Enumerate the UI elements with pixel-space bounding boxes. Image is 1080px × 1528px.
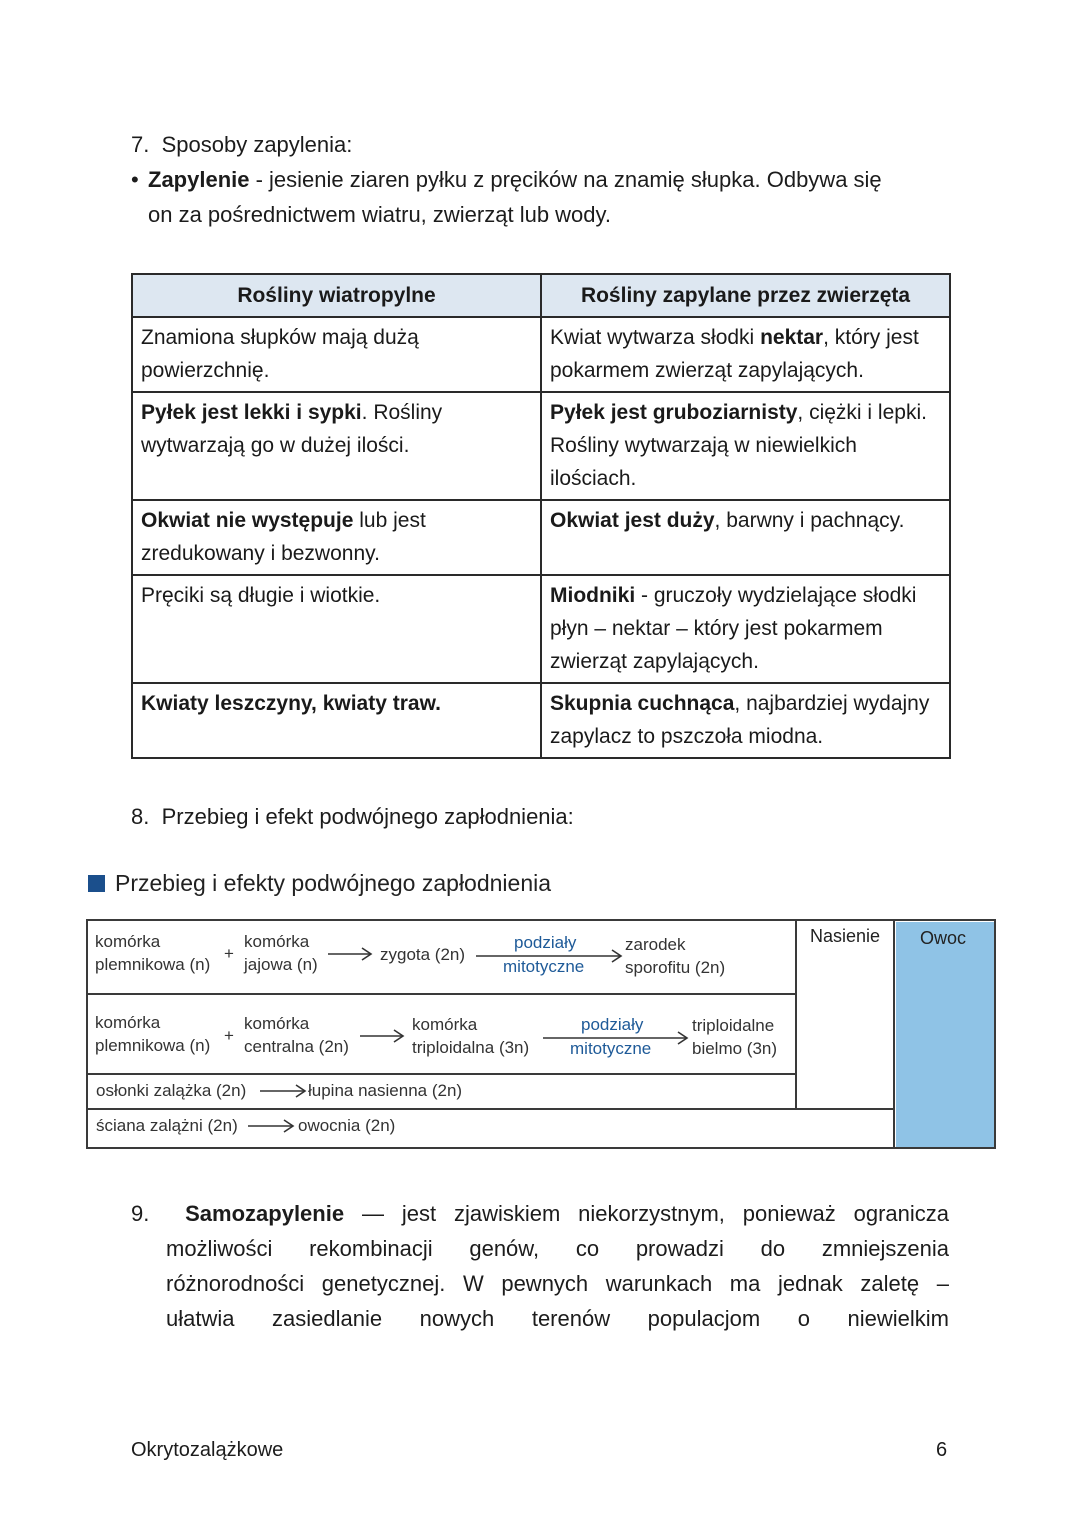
label-mitosis-top: podziały <box>581 1015 644 1034</box>
plus-icon: + <box>224 944 234 963</box>
cell-bold: Kwiaty leszczyny, kwiaty traw. <box>141 692 441 715</box>
cell-wind <box>132 392 541 500</box>
header-animal: Rośliny zapylane przez zwierzęta <box>541 274 950 317</box>
label-line: zarodek <box>625 935 686 954</box>
cell-bold: Pyłek jest gruboziarnisty <box>550 401 798 424</box>
cell-animal <box>541 683 950 758</box>
cell-text: , ciężki i lepki. Rośliny wytwarzają w niewielkich ilościach. <box>550 401 927 490</box>
header-wind: Rośliny wiatropylne <box>132 274 541 317</box>
label-line: plemnikowa (n) <box>95 1036 211 1055</box>
cell-bold: Skupnia cuchnąca <box>550 692 735 715</box>
label-zygote: zygota (2n) <box>380 945 466 964</box>
footer-chapter: Okrytozalążkowe <box>131 1439 284 1461</box>
label-line: triploidalna (3n) <box>412 1038 530 1057</box>
section-number: 7. <box>131 132 150 157</box>
label-integuments: osłonki zalążka (2n) <box>96 1081 247 1100</box>
cell-wind: Pręciki są długie i wiotkie. <box>132 575 541 683</box>
cell-animal <box>541 500 950 575</box>
label-pericarp: owocnia (2n) <box>298 1116 396 1135</box>
label-line: sporofitu (2n) <box>625 958 726 977</box>
label-mitosis-top: podziały <box>514 933 577 952</box>
label-line: bielmo (3n) <box>692 1039 778 1058</box>
bullet-icon: • <box>131 167 139 192</box>
cell-wind <box>132 500 541 575</box>
table-row <box>132 392 950 500</box>
label-line: komórka <box>244 1014 310 1033</box>
label-sperm-cell <box>95 1011 210 1057</box>
table-row <box>132 683 950 758</box>
section-number: 8. <box>131 804 150 829</box>
definition-text: - jesienie ziaren pyłku z pręcików na znamię słupka. Odbywa się <box>249 167 882 192</box>
section-number: 9. <box>131 1201 150 1226</box>
label-line: komórka <box>244 932 310 951</box>
table-row <box>132 317 950 392</box>
page-number: 6 <box>936 1439 948 1461</box>
section-7-heading <box>131 127 352 162</box>
label-line: triploidalne <box>692 1016 775 1035</box>
label-triploid-cell <box>412 1013 529 1059</box>
paragraph-line: ułatwia zasiedlanie nowych terenów populacjom o niewielkim <box>166 1306 949 1331</box>
paragraph-line: różnorodności genetycznej. W pewnych warunkach ma jednak zaletę – <box>166 1271 949 1296</box>
cell-animal <box>541 575 950 683</box>
label-line: plemnikowa (n) <box>95 955 211 974</box>
label-line: jajowa (n) <box>244 955 318 974</box>
section-9-paragraph <box>131 1196 949 1336</box>
table-row <box>132 500 950 575</box>
paragraph-line: możliwości rekombinacji genów, co prowadzi do zmniejszenia <box>166 1236 949 1261</box>
cell-text: , który jest pokarmem zwierząt zapylających. <box>550 326 919 382</box>
label-line: komórka <box>412 1015 478 1034</box>
term-zapylenie: Zapylenie <box>148 167 250 192</box>
cell-text: lub jest zredukowany i bezwonny. <box>141 509 426 565</box>
table-row <box>132 575 950 683</box>
term-samozapylenie: Samozapylenie <box>185 1201 345 1226</box>
cell-text: - gruczoły wydzielające słodki płyn – nektar – który jest pokarmem zwierząt zapylających. <box>550 584 917 673</box>
cell-animal <box>541 317 950 392</box>
label-endosperm <box>692 1014 777 1060</box>
diagram-lines <box>80 866 998 1156</box>
paragraph-text: — jest zjawiskiem niekorzystnym, ponieważ ogranicza <box>344 1201 949 1226</box>
paragraph-line <box>131 1196 949 1231</box>
cell-bold: Okwiat jest duży <box>550 509 715 532</box>
double-fertilization-diagram <box>80 866 998 1156</box>
label-egg-cell <box>244 930 318 976</box>
bullet-continuation: on za pośrednictwem wiatru, zwierząt lub wody. <box>148 202 612 227</box>
section-title: Przebieg i efekt podwójnego zapłodnienia: <box>161 804 574 829</box>
cell-bold: Pyłek jest lekki i sypki <box>141 401 362 424</box>
label-seed-coat: łupina nasienna (2n) <box>308 1081 463 1100</box>
label-mitosis-bottom: mitotyczne <box>570 1039 652 1058</box>
label-line: komórka <box>95 1013 161 1032</box>
cell-animal <box>541 392 950 500</box>
cell-text: Kwiat wytwarza słodki <box>550 326 761 349</box>
label-line: komórka <box>95 932 161 951</box>
section-8-heading <box>131 799 574 834</box>
cell-wind <box>132 683 541 758</box>
plus-icon: + <box>224 1026 234 1045</box>
cell-bold: Okwiat nie występuje <box>141 509 354 532</box>
diagram-title-text: Przebieg i efekty podwójnego zapłodnienia <box>115 870 552 896</box>
pollination-table <box>131 273 951 759</box>
label-sperm-cell <box>95 930 210 976</box>
bullet-text <box>148 162 882 197</box>
label-mitosis-bottom: mitotyczne <box>503 957 585 976</box>
cell-bold: Miodniki <box>550 584 636 607</box>
section-title: Sposoby zapylenia: <box>161 132 353 157</box>
label-central-cell <box>244 1012 349 1058</box>
cell-text: . Rośliny wytwarzają go w dużej ilości. <box>141 401 443 457</box>
cell-text: , barwny i pachnący. <box>714 509 905 532</box>
label-line: centralna (2n) <box>244 1037 349 1056</box>
cell-text: , najbardziej wydajny zapylacz to pszczoła miodna. <box>550 692 930 748</box>
column-header-owoc: Owoc <box>920 928 967 948</box>
cell-bold: nektar <box>760 326 824 349</box>
bullet-line <box>131 162 961 197</box>
label-ovary-wall: ściana zalążni (2n) <box>96 1116 238 1135</box>
column-header-nasienie: Nasienie <box>810 926 881 946</box>
pollination-definition <box>131 162 961 232</box>
label-embryo <box>625 933 725 979</box>
cell-wind: Znamiona słupków mają dużą powierzchnię. <box>132 317 541 392</box>
table-header-row <box>132 274 950 317</box>
